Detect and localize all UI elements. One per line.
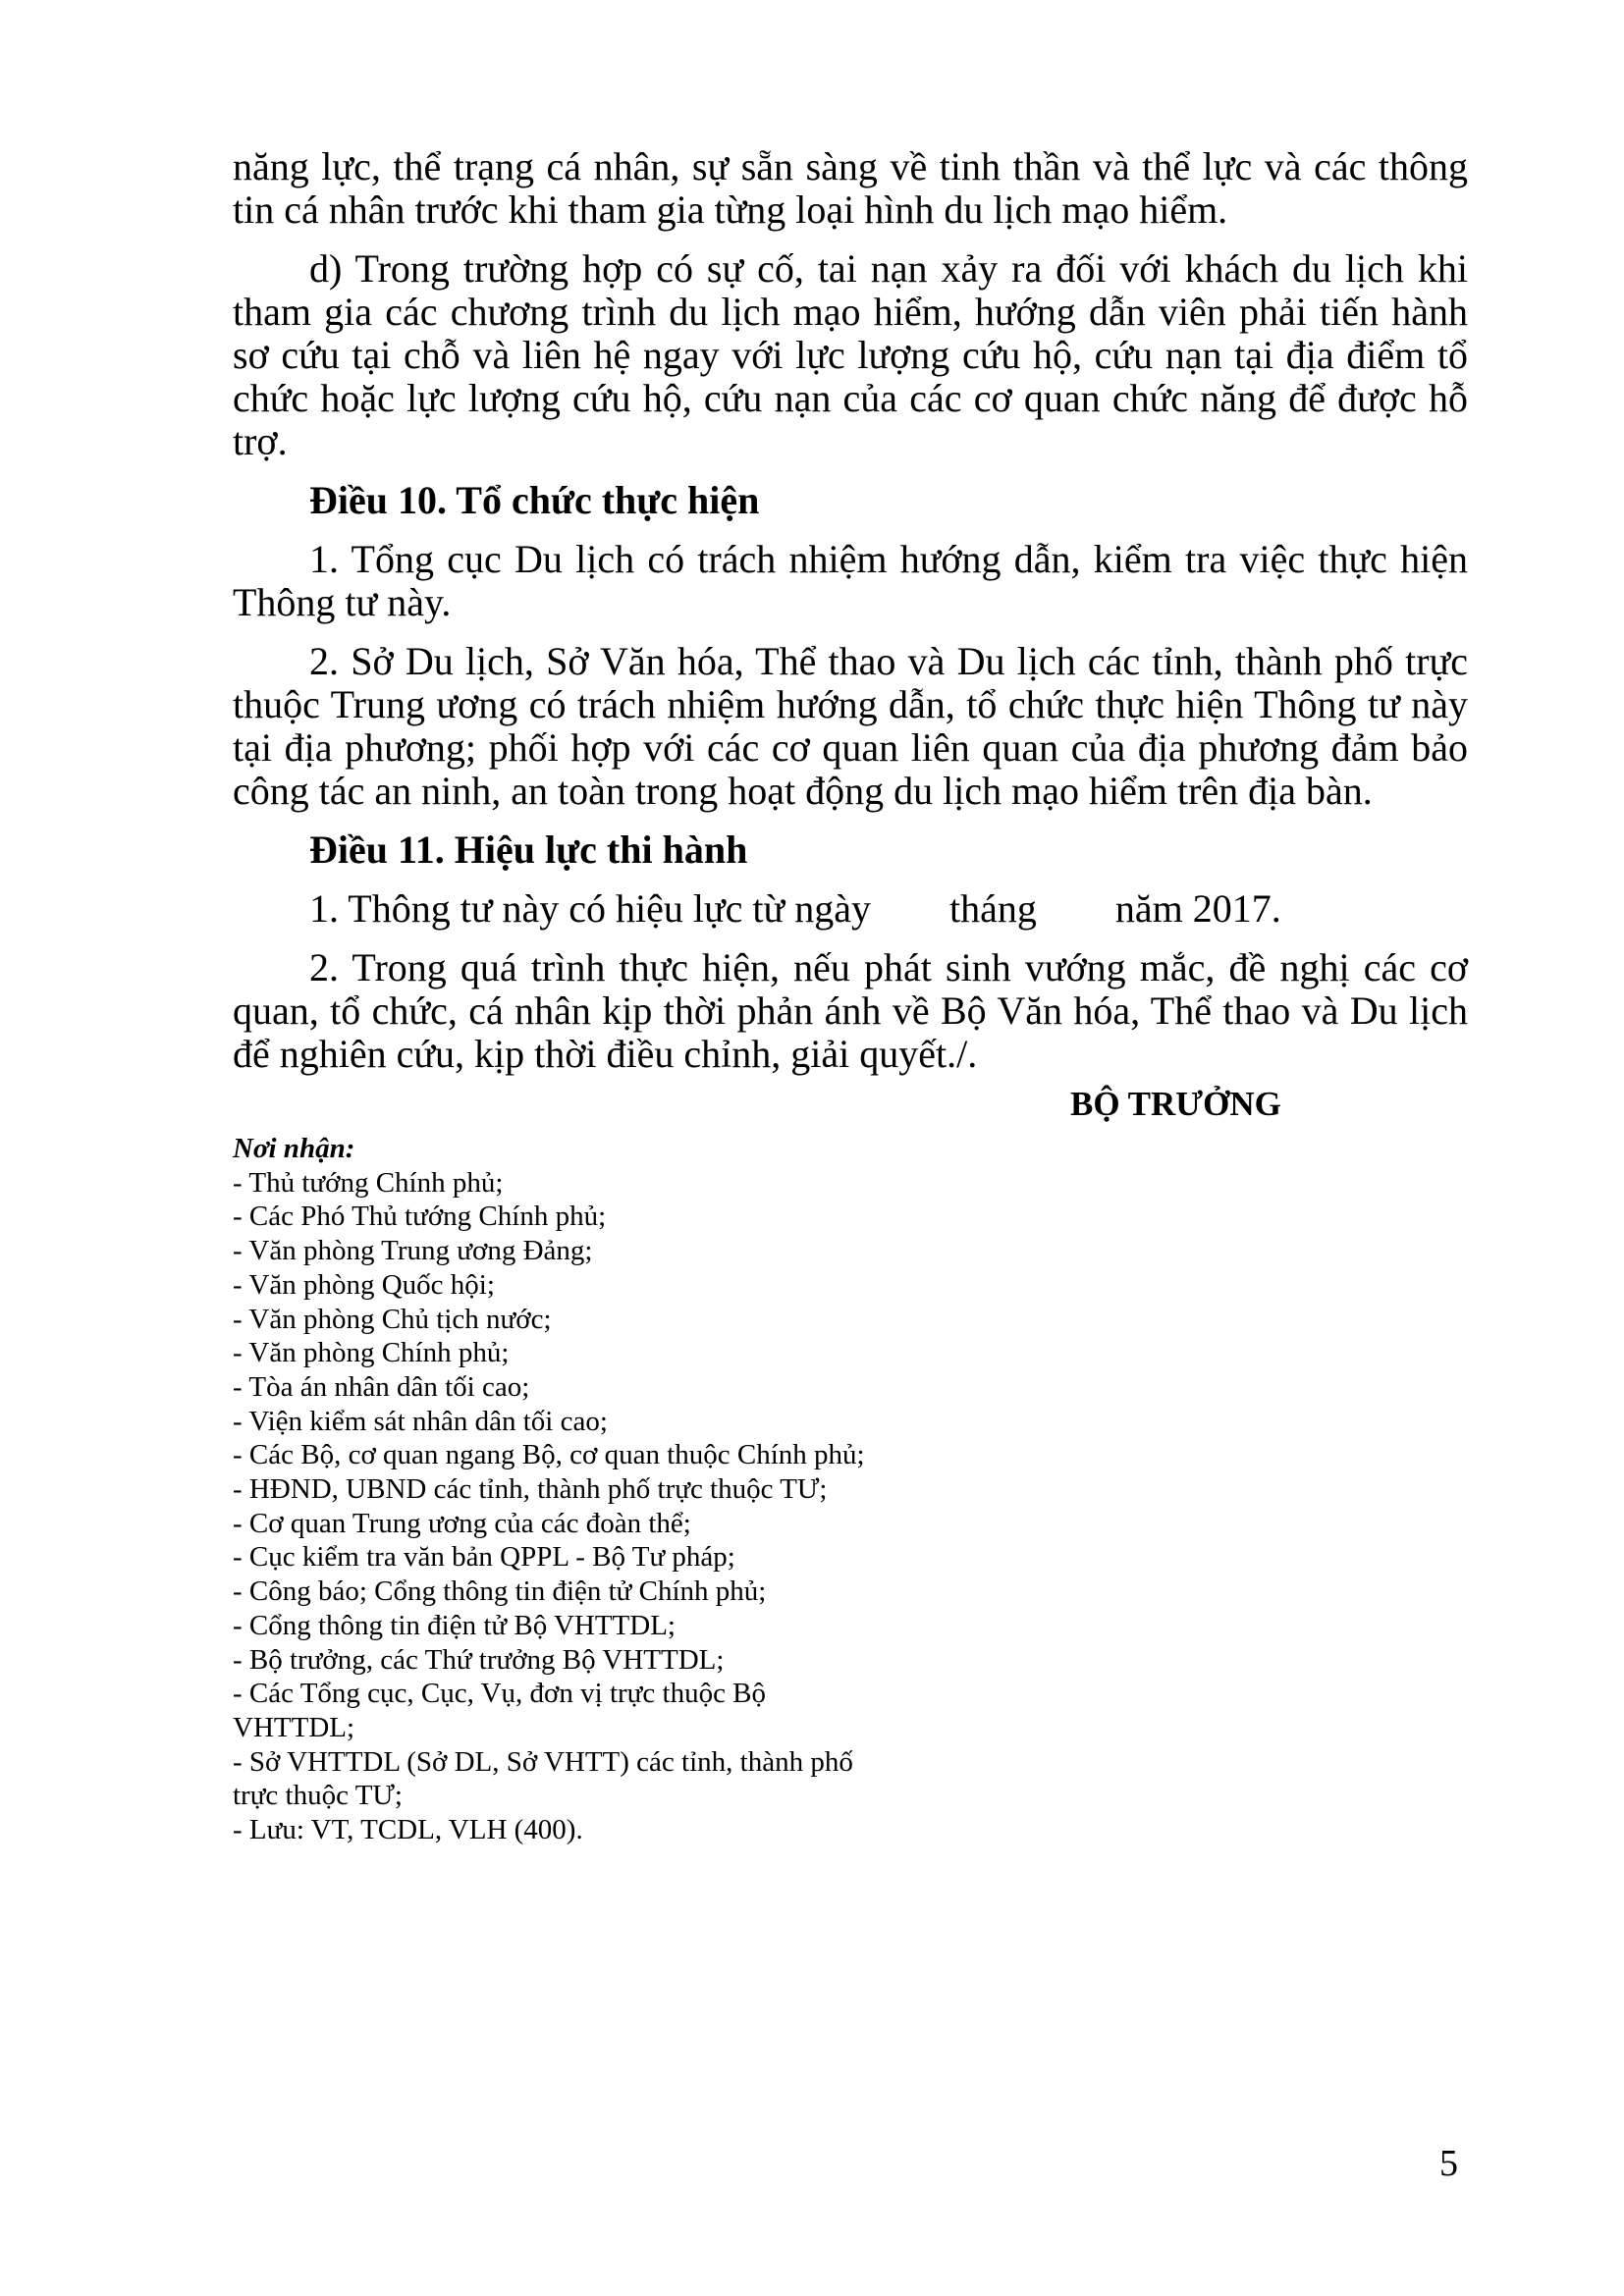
article-11-heading: Điều 11. Hiệu lực thi hành — [309, 828, 748, 872]
recipient-item: - Văn phòng Quốc hội; — [233, 1268, 495, 1301]
recipient-item: - Cổng thông tin điện tử Bộ VHTTDL; — [233, 1609, 676, 1641]
article-11-item-1 — [233, 887, 1468, 931]
effective-date-text-1: 1. Thông tư này có hiệu lực từ ngày — [309, 886, 871, 931]
effective-date-text-3: năm 2017. — [1114, 886, 1281, 931]
recipient-item: - Lưu: VT, TCDL, VLH (400). — [233, 1814, 583, 1846]
recipient-item: - Văn phòng Trung ương Đảng; — [233, 1235, 593, 1267]
recipient-item: - HĐND, UBND các tỉnh, thành phố trực thuộc TƯ; — [233, 1473, 828, 1506]
article-10-item-2: 2. Sở Du lịch, Sở Văn hóa, Thể thao và Du lịch các tỉnh, thành phố trực thuộc Trung ương có trách nhiệm hướng dẫn, tổ chức thực hiện Thông tư này tại địa phương; phối hợp với các cơ quan liên quan của địa phương đảm bảo công tác an ninh, an toàn trong hoạt động du lịch mạo hiểm trên địa bàn. — [233, 639, 1468, 813]
recipient-item: - Cơ quan Trung ương của các đoàn thể; — [233, 1507, 691, 1539]
document-body — [233, 145, 1468, 1092]
recipient-item: - Các Tổng cục, Cục, Vụ, đơn vị trực thuộc Bộ VHTTDL; — [233, 1678, 767, 1743]
recipients-block — [233, 1132, 881, 1847]
recipient-item: - Công báo; Cổng thông tin điện tử Chính phủ; — [233, 1575, 767, 1608]
recipient-item: - Tòa án nhân dân tối cao; — [233, 1370, 530, 1403]
recipients-title: Nơi nhận: — [233, 1133, 355, 1164]
effective-date-text-2: tháng — [948, 886, 1037, 931]
signer-title: BỘ TRƯỞNG — [1070, 1085, 1281, 1123]
article-10-heading: Điều 10. Tổ chức thực hiện — [309, 478, 760, 522]
recipient-item: - Văn phòng Chủ tịch nước; — [233, 1303, 552, 1335]
recipient-item: - Văn phòng Chính phủ; — [233, 1337, 510, 1369]
recipient-item: - Các Bộ, cơ quan ngang Bộ, cơ quan thuộc Chính phủ; — [233, 1439, 865, 1471]
page-number: 5 — [1439, 2143, 1458, 2184]
recipient-item: - Thủ tướng Chính phủ; — [233, 1166, 504, 1199]
paragraph-continuation: năng lực, thể trạng cá nhân, sự sẵn sàng về tinh thần và thể lực và các thông tin cá nhân trước khi tham gia từng loại hình du lịch mạo hiểm. — [233, 144, 1468, 232]
recipient-item: - Sở VHTTDL (Sở DL, Sở VHTT) các tỉnh, thành phố trực thuộc TƯ; — [233, 1745, 853, 1812]
recipient-item: - Viện kiểm sát nhân dân tối cao; — [233, 1405, 608, 1437]
article-11-item-2: 2. Trong quá trình thực hiện, nếu phát sinh vướng mắc, đề nghị các cơ quan, tổ chức, cá nhân kịp thời phản ánh về Bộ Văn hóa, Thể thao và Du lịch để nghiên cứu, kịp thời điều chỉnh, giải quyết./. — [233, 945, 1468, 1076]
paragraph-clause-d: d) Trong trường hợp có sự cố, tai nạn xảy ra đối với khách du lịch khi tham gia các chương trình du lịch mạo hiểm, hướng dẫn viên phải tiến hành sơ cứu tại chỗ và liên hệ ngay với lực lượng cứu hộ, cứu nạn tại địa điểm tổ chức hoặc lực lượng cứu hộ, cứu nạn của các cơ quan chức năng để được hỗ trợ. — [233, 246, 1468, 463]
recipients-list — [233, 1166, 881, 1847]
article-10-item-1: 1. Tổng cục Du lịch có trách nhiệm hướng dẫn, kiểm tra việc thực hiện Thông tư này. — [233, 537, 1468, 624]
recipient-item: - Cục kiểm tra văn bản QPPL - Bộ Tư pháp; — [233, 1541, 735, 1574]
recipient-item: - Bộ trưởng, các Thứ trưởng Bộ VHTTDL; — [233, 1643, 725, 1676]
recipient-item: - Các Phó Thủ tướng Chính phủ; — [233, 1201, 607, 1233]
